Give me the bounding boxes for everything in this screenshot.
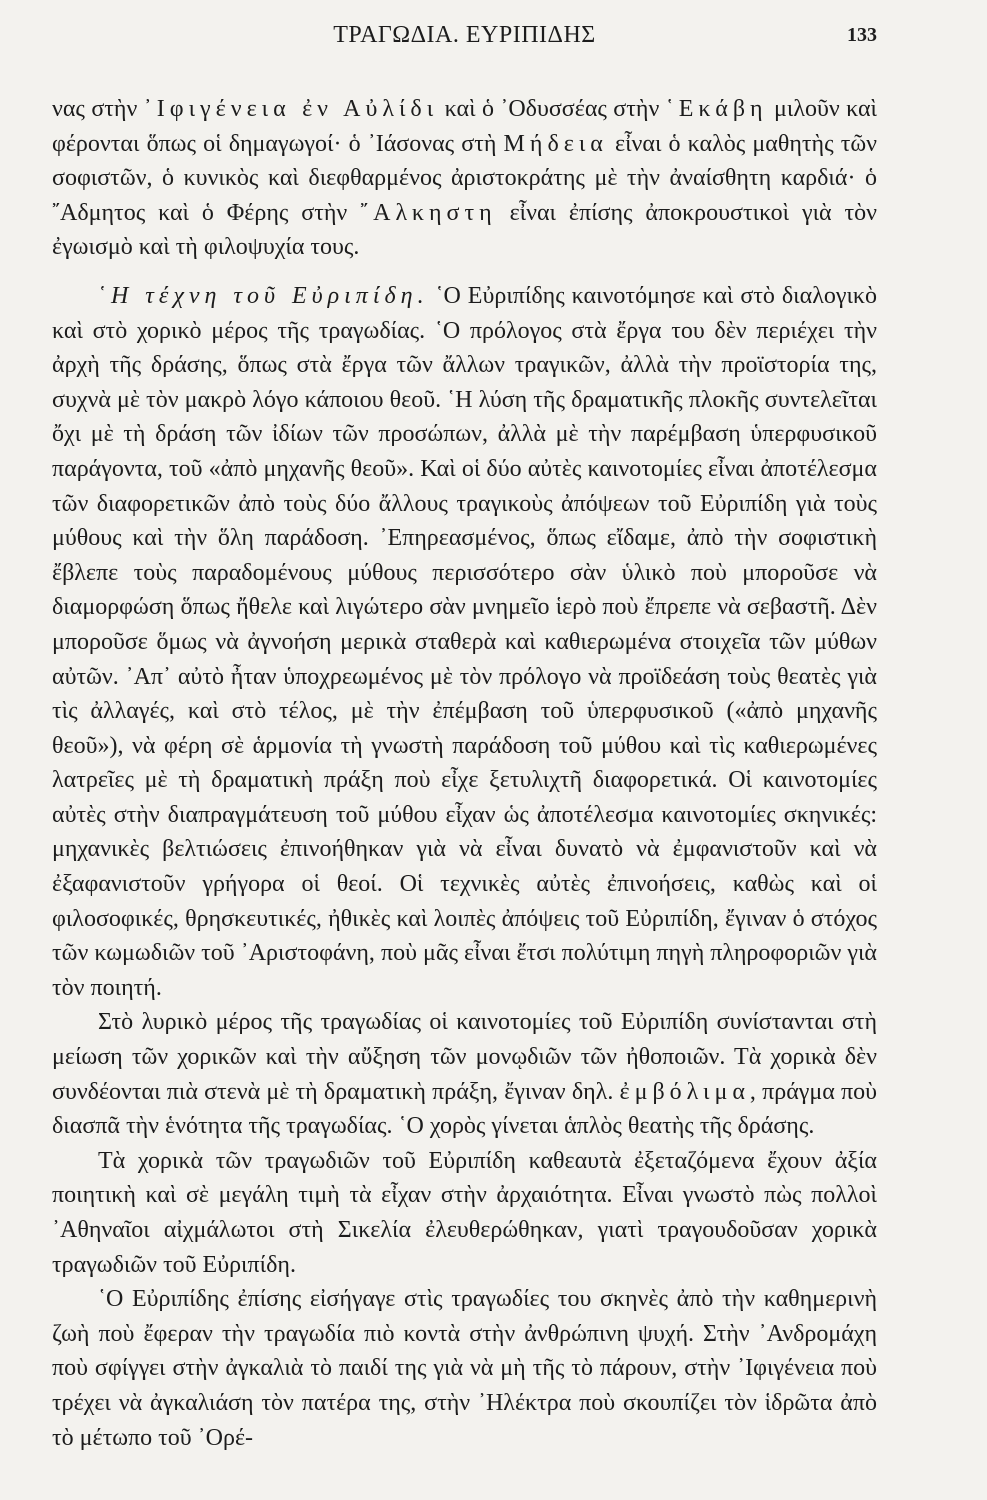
paragraph-2 [52, 279, 877, 1005]
text-run: Τὰ χορικὰ τῶν τραγωδιῶν τοῦ Εὐριπίδη καθεαυτὰ ἐξεταζόμενα ἔχουν ἀξία ποιητικὴ καὶ σὲ μεγάλη τιμὴ τὰ εἶχαν στὴν ἀρχαιότητα. Εἶναι γνωστὸ πὼς πολλοὶ ᾿Αθηναῖοι αἰχμάλωτοι στὴ Σικελία ἐλευθερώθηκαν, γιατὶ τραγουδοῦσαν χορικὰ τραγωδιῶν τοῦ Εὐριπίδη. [52, 1147, 877, 1278]
paragraph-4 [52, 1144, 877, 1282]
page-number: 133 [847, 24, 877, 46]
paragraph-1 [52, 92, 877, 265]
text-run: , πράγμα ποὺ διασπᾶ τὴν ἑνότητα τῆς τραγωδίας. ῾Ο χορὸς γίνεται ἁπλὸς θεατὴς τῆς δράσης. [52, 1078, 878, 1140]
spaced-title-iphigenia: ᾿Ιφιγένεια ἐν Αὐλίδι [143, 96, 439, 122]
paragraph-3 [52, 1005, 877, 1143]
text-run: ῾Ο Εὐριπίδης ἐπίσης εἰσήγαγε στὶς τραγωδίες του σκηνὲς ἀπὸ τὴν καθημερινὴ ζωὴ ποὺ ἔφεραν τὴν τραγωδία πιὸ κοντὰ στὴν ἀνθρώπινη ψυχή. Στὴν ᾿Ανδρομάχη ποὺ σφίγγει στὴν ἀγκαλιὰ τὸ παιδί της γιὰ νὰ μὴ τῆς τὸ πάρουν, στὴν ᾿Ιφιγένεια ποὺ τρέχει νὰ ἀγκαλιάση τὸν πατέρα της, στὴν ᾿Ηλέκτρα ποὺ σκουπίζει τὸν ἱδρῶτα ἀπὸ τὸ μέτωπο τοῦ ᾿Ορέ- [52, 1286, 877, 1451]
spaced-word-emvolima: ἐμβόλιμα [619, 1078, 750, 1105]
section-heading: ῾Η τέχνη τοῦ Εὐριπίδη. [98, 282, 429, 309]
running-title: ΤΡΑΓΩΔΙΑ. ΕΥΡΙΠΙΔΗΣ [333, 22, 596, 48]
text-run: καὶ ὁ ᾿Οδυσσέας στὴν [438, 96, 666, 122]
spaced-title-medea: Μήδεια [503, 130, 608, 157]
text-run: ῾Ο Εὐριπίδης καινοτόμησε καὶ στὸ διαλογικὸ καὶ στὸ χορικὸ μέρος τῆς τραγωδίας. ῾Ο πρόλογος στὰ ἔργα του δὲν περιέχει τὴν ἀρχὴ τῆς δράσης, ὅπως στὰ ἔργα τῶν ἄλλων τραγικῶν, ἀλλὰ τὴν προϊστορία της, συχνὰ μὲ τὸν μακρὸ λόγο κάποιου θεοῦ. ῾Η λύση τῆς δραματικῆς πλοκῆς συντελεῖται ὄχι μὲ τὴ δράση τῶν ἰδίων τῶν προσώπων, ἀλλὰ μὲ τὴν παρέμβαση ὑπερφυσικοῦ παράγοντα, τοῦ «ἀπὸ μηχανῆς θεοῦ». Καὶ οἱ δύο αὐτὲς καινοτομίες εἶναι ἀποτέλεσμα τῶν διαφορετικῶν ἀπὸ τοὺς δύο ἄλλους τραγικοὺς ἀπόψεων τοῦ Εὐριπίδη γιὰ τοὺς μύθους καὶ τὴν ὅλη παράδοση. ᾿Επηρεασμένος, ὅπως εἴδαμε, ἀπὸ τὴν σοφιστικὴ ἔβλεπε τοὺς παραδομένους μύθους περισσότερο σὰν ὑλικὸ ποὺ μποροῦσε νὰ διαμορφώση ὅπως ἤθελε καὶ λιγώτερο σὰν μνημεῖο ἱερὸ ποὺ ἔπρεπε νὰ σεβαστῆ. Δὲν μποροῦσε ὅμως νὰ ἀγνοήση μερικὰ σταθερὰ καὶ καθιερωμένα στοιχεῖα τῶν μύθων αὐτῶν. ᾿Απ᾿ αὐτὸ ἦταν ὑποχρεωμένος μὲ τὸν πρόλογο νὰ προϊδεάση τοὺς θεατὲς γιὰ τὶς ἀλλαγές, καὶ στὸ τέλος, μὲ τὴν ἐπέμβαση τοῦ ὑπερφυσικοῦ («ἀπὸ μηχανῆς θεοῦ»), νὰ φέρη σὲ ἁρμονία τὴ γνωστὴ παράδοση τοῦ μύθου καὶ τὶς καθιερωμένες λατρεῖες μὲ τὴ δραματικὴ πράξη ποὺ εἶχε ξετυλιχτῆ διαφορετικά. Οἱ καινοτομίες αὐτὲς στὴν διαπραγμάτευση τοῦ μύθου εἶχαν ὡς ἀποτέλεσμα καινοτομίες σκηνικές: μηχανικὲς βελτιώσεις ἐπινοήθηκαν γιὰ νὰ εἶναι δυνατὸ νὰ ἐμφανιστοῦν καὶ νὰ ἐξαφανιστοῦν γρήγορα οἱ θεοί. Οἱ τεχνικὲς αὐτὲς ἐπινοήσεις, καθὼς καὶ οἱ φιλοσοφικές, θρησκευτικές, ἠθικὲς καὶ λοιπὲς ἀπόψεις τοῦ Εὐριπίδη, ἔγιναν ὁ στόχος τῶν κωμωδιῶν τοῦ ᾿Αριστοφάνη, ποὺ μᾶς εἶναι ἔτσι πολύτιμη πηγὴ πληροφοριῶν γιὰ τὸν ποιητή. [52, 282, 877, 1001]
text-run: εἶναι ἐπίσης ἀποκρουστικοὶ γιὰ τὸν ἐγωισμὸ καὶ τὴ φιλοψυχία τους. [52, 199, 877, 261]
page-body [52, 92, 877, 1455]
text-run: εἶναι ὁ καλὸς μαθητὴς τῶν σοφιστῶν, ὁ κυνικὸς καὶ διεφθαρμένος ἀριστοκράτης μὲ τὴν ἀναίσθητη καρδιά· ὁ ῎Αδμητος καὶ ὁ Φέρης στὴν [52, 130, 878, 226]
paragraph-5 [52, 1282, 877, 1455]
text-run: νας στὴν [52, 96, 144, 122]
text-run: μιλοῦν καὶ φέρονται ὅπως οἱ δημαγωγοί· ὁ ᾿Ιάσονας στὴ [52, 96, 878, 157]
spaced-title-hecuba: ῾Εκάβη [665, 96, 768, 122]
text-run: Στὸ λυρικὸ μέρος τῆς τραγωδίας οἱ καινοτομίες τοῦ Εὐριπίδη συνίστανται στὴ μείωση τῶν χορικῶν καὶ τὴν αὔξηση τῶν μονῳδιῶν τῶν ἠθοποιῶν. Τὰ χορικὰ δὲν συνδέονται πιὰ στενὰ μὲ τὴ δραματικὴ πράξη, ἔγιναν δηλ. [52, 1009, 877, 1105]
page-header [52, 22, 877, 62]
spaced-title-alcestis: ῎Αλκηστη [360, 199, 497, 226]
